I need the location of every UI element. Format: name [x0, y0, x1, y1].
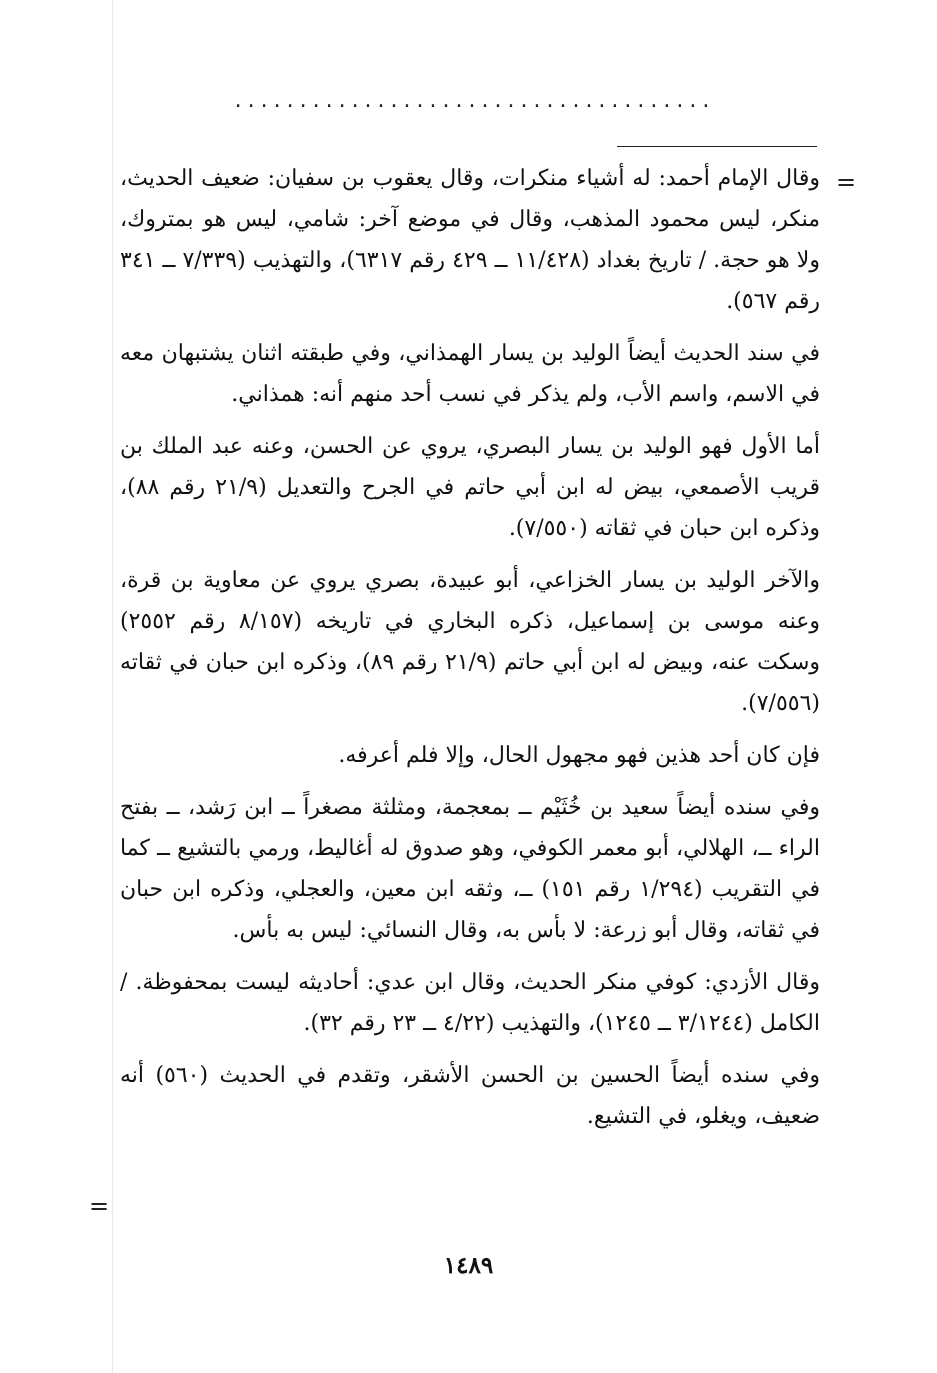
paragraph-4: والآخر الوليد بن يسار الخزاعي، أبو عبيدة، بصري يروي عن معاوية بن قرة، وعنه موسى بن إسماعيل، ذكره البخاري في تاريخه (٨/١٥٧ رقم ٢٥٥٢) وسكت عنه، وبيض له ابن أبي حاتم (٢١/٩ رقم ٨٩)، وذكره ابن حبان في ثقاته (٧/٥٥٦). — [120, 568, 820, 716]
footnote-rule — [617, 146, 817, 147]
continuation-mark-bottom: = — [89, 1192, 110, 1220]
paragraph-7: وقال الأزدي: كوفي منكر الحديث، وقال ابن عدي: أحاديثه ليست بمحفوظة. / الكامل (٣/١٢٤٤ ــ ١٢٤٥)، والتهذيب (٤/٢٢ ــ ٢٣ رقم ٣٢). — [120, 970, 820, 1036]
paragraph-5: فإن كان أحد هذين فهو مجهول الحال، وإلا فلم أعرفه. — [338, 743, 820, 768]
page-number: ١٤٨٩ — [443, 1252, 494, 1279]
continuation-mark-top: = — [836, 168, 857, 196]
paragraph-3: أما الأول فهو الوليد بن يسار البصري، يروي عن الحسن، وعنه عبد الملك بن قريب الأصمعي، بيض له ابن أبي حاتم في الجرح والتعديل (٢١/٩ رقم ٨٨)، وذكره ابن حبان في ثقاته (٧/٥٥٠). — [120, 434, 820, 541]
separator-dots: ..................................... — [234, 88, 716, 113]
paragraph-6: وفي سنده أيضاً سعيد بن خُثَيْم ــ بمعجمة، ومثلثة مصغراً ــ ابن رَشد، ــ بفتح الراء ــ، الهلالي، أبو معمر الكوفي، وهو صدوق له أغاليط، ورمي بالتشيع ــ كما في التقريب (١/٢٩٤ رقم ١٥١) ــ، وثقه ابن معين، والعجلي، وذكره ابن حبان في ثقاته، وقال أبو زرعة: لا بأس به، وقال النسائي: ليس به بأس. — [120, 795, 820, 943]
page-margin-guide — [112, 0, 113, 1373]
paragraph-1: وقال الإمام أحمد: له أشياء منكرات، وقال يعقوب بن سفيان: ضعيف الحديث، منكر، ليس محمود المذهب، وقال في موضع آخر: شامي، ليس هو بمتروك، ولا هو حجة. / تاريخ بغداد (١١/٤٢٨ ــ ٤٢٩ رقم ٦٣١٧)، والتهذيب (٧/٣٣٩ ــ ٣٤١ رقم ٥٦٧). — [120, 166, 820, 314]
page-body — [120, 158, 820, 1148]
paragraph-8: وفي سنده أيضاً الحسين بن الحسن الأشقر، وتقدم في الحديث (٥٦٠) أنه ضعيف، ويغلو، في التشيع. — [120, 1063, 820, 1129]
paragraph-2: في سند الحديث أيضاً الوليد بن يسار الهمذاني، وفي طبقته اثنان يشتبهان معه في الاسم، واسم الأب، ولم يذكر في نسب أحد منهم أنه: همذاني. — [120, 341, 820, 407]
